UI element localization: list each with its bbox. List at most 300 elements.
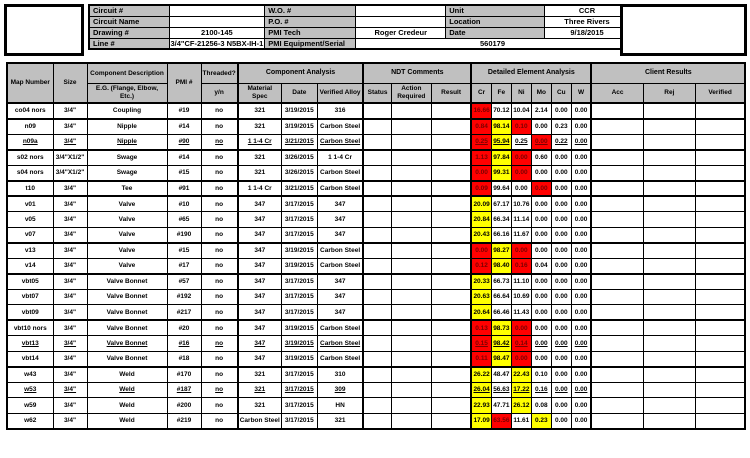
cell-fe: 98.73 xyxy=(491,320,511,336)
cell-cr: 26.04 xyxy=(471,382,491,398)
cell-fe: 98.27 xyxy=(491,243,511,259)
cell-rej xyxy=(643,413,695,429)
cell-status xyxy=(363,212,391,228)
cell-mo: 0.00 xyxy=(531,196,551,212)
cell-rej xyxy=(643,382,695,398)
cell-acc xyxy=(591,367,643,383)
cell-alloy: HN xyxy=(317,398,363,414)
cell-cr: 20.33 xyxy=(471,274,491,290)
cell-action xyxy=(391,243,431,259)
cell-cu: 0.00 xyxy=(551,212,571,228)
cell-result xyxy=(431,258,471,274)
cell-cu: 0.00 xyxy=(551,289,571,305)
cell-map: vbt13 xyxy=(7,336,53,352)
cell-verified xyxy=(695,336,745,352)
cell-size: 3/4" xyxy=(53,258,87,274)
cell-map: vbt05 xyxy=(7,274,53,290)
cell-spec: 1 1-4 Cr xyxy=(238,134,282,150)
cell-status xyxy=(363,289,391,305)
table-row xyxy=(7,413,745,429)
cell-mo: 0.00 xyxy=(531,243,551,259)
circuit-label: Circuit # xyxy=(89,5,169,16)
cell-spec: 347 xyxy=(238,289,282,305)
cell-w: 0.00 xyxy=(571,212,591,228)
cell-acc xyxy=(591,243,643,259)
cell-threaded: no xyxy=(201,227,238,243)
cell-date: 3/21/2015 xyxy=(281,134,317,150)
cell-verified xyxy=(695,181,745,197)
cell-date: 3/19/2015 xyxy=(281,119,317,135)
cell-map: n09a xyxy=(7,134,53,150)
cell-threaded: no xyxy=(201,320,238,336)
cell-action xyxy=(391,181,431,197)
cell-alloy: Carbon Steel xyxy=(317,134,363,150)
cell-fe: 67.17 xyxy=(491,196,511,212)
col-header-action-required: Action Required xyxy=(391,83,431,103)
cell-fe: 95.94 xyxy=(491,134,511,150)
pmi-equipment-value: 560179 xyxy=(356,38,630,49)
cell-rej xyxy=(643,351,695,367)
cell-status xyxy=(363,258,391,274)
location-value: Three Rivers xyxy=(545,16,630,27)
cell-threaded: no xyxy=(201,413,238,429)
cell-mo: 2.14 xyxy=(531,103,551,119)
cell-w: 0.00 xyxy=(571,103,591,119)
cell-result xyxy=(431,196,471,212)
cell-map: vbt10 nors xyxy=(7,320,53,336)
cell-acc xyxy=(591,196,643,212)
cell-fe: 97.84 xyxy=(491,150,511,166)
cell-ni: 11.61 xyxy=(511,413,531,429)
cell-ni: 26.12 xyxy=(511,398,531,414)
cell-rej xyxy=(643,320,695,336)
cell-result xyxy=(431,119,471,135)
cell-verified xyxy=(695,289,745,305)
col-subheader-yn: y/n xyxy=(201,83,238,103)
cell-result xyxy=(431,134,471,150)
cell-ni: 22.43 xyxy=(511,367,531,383)
cell-cu: 0.22 xyxy=(551,134,571,150)
cell-fe: 99.31 xyxy=(491,165,511,181)
cell-mo: 0.04 xyxy=(531,258,551,274)
cell-status xyxy=(363,227,391,243)
cell-threaded: no xyxy=(201,398,238,414)
cell-rej xyxy=(643,165,695,181)
cell-acc xyxy=(591,274,643,290)
cell-pmi: #19 xyxy=(167,103,201,119)
cell-fe: 98.14 xyxy=(491,119,511,135)
cell-cr: 20.84 xyxy=(471,212,491,228)
cell-alloy: 309 xyxy=(317,382,363,398)
cell-result xyxy=(431,165,471,181)
cell-acc xyxy=(591,336,643,352)
circuit-name-value xyxy=(169,16,265,27)
col-header-verified-alloy: Verified Alloy xyxy=(317,83,363,103)
cell-rej xyxy=(643,150,695,166)
cell-result xyxy=(431,227,471,243)
cell-result xyxy=(431,305,471,321)
cell-w: 0.00 xyxy=(571,150,591,166)
location-label: Location xyxy=(446,16,545,27)
unit-value: CCR xyxy=(545,5,630,16)
cell-date: 3/19/2015 xyxy=(281,320,317,336)
cell-desc: Valve Bonnet xyxy=(87,274,167,290)
cell-ni: 0.00 xyxy=(511,181,531,197)
pmi-data-table xyxy=(6,62,746,430)
cell-ni: 0.00 xyxy=(511,243,531,259)
cell-w: 0.00 xyxy=(571,367,591,383)
cell-threaded: no xyxy=(201,196,238,212)
cell-spec: 321 xyxy=(238,382,282,398)
cell-w: 0.00 xyxy=(571,305,591,321)
cell-cu: 0.00 xyxy=(551,336,571,352)
cell-cu: 0.00 xyxy=(551,181,571,197)
cell-rej xyxy=(643,103,695,119)
group-header-client-results: Client Results xyxy=(591,63,745,83)
cell-cu: 0.00 xyxy=(551,103,571,119)
cell-threaded: no xyxy=(201,212,238,228)
cell-alloy: Carbon Steel xyxy=(317,336,363,352)
table-row xyxy=(7,119,745,135)
cell-pmi: #17 xyxy=(167,258,201,274)
cell-fe: 48.47 xyxy=(491,367,511,383)
cell-threaded: no xyxy=(201,336,238,352)
cell-ni: 17.22 xyxy=(511,382,531,398)
cell-date: 3/17/2015 xyxy=(281,413,317,429)
cell-mo: 0.00 xyxy=(531,351,551,367)
cell-result xyxy=(431,150,471,166)
cell-cr: 20.09 xyxy=(471,196,491,212)
cell-desc: Valve xyxy=(87,212,167,228)
cell-ni: 10.69 xyxy=(511,289,531,305)
cell-cr: 0.09 xyxy=(471,181,491,197)
cell-pmi: #91 xyxy=(167,181,201,197)
cell-pmi: #200 xyxy=(167,398,201,414)
cell-date: 3/17/2015 xyxy=(281,398,317,414)
cell-cu: 0.00 xyxy=(551,382,571,398)
cell-map: s04 nors xyxy=(7,165,53,181)
cell-alloy: 347 xyxy=(317,289,363,305)
cell-verified xyxy=(695,119,745,135)
cell-cr: 0.15 xyxy=(471,336,491,352)
col-header-cr: Cr xyxy=(471,83,491,103)
cell-spec: 1 1-4 Cr xyxy=(238,181,282,197)
cell-fe: 56.63 xyxy=(491,382,511,398)
cell-verified xyxy=(695,165,745,181)
cell-mo: 0.00 xyxy=(531,289,551,305)
cell-spec: 321 xyxy=(238,150,282,166)
cell-pmi: #65 xyxy=(167,212,201,228)
cell-w: 0.00 xyxy=(571,243,591,259)
line-value: 3/4"CF-21256-3 N5BX-IH-1 xyxy=(170,38,264,48)
cell-mo: 0.23 xyxy=(531,413,551,429)
cell-pmi: #15 xyxy=(167,165,201,181)
cell-rej xyxy=(643,258,695,274)
cell-action xyxy=(391,134,431,150)
cell-fe: 66.64 xyxy=(491,289,511,305)
po-value xyxy=(356,16,446,27)
col-header-cu: Cu xyxy=(551,83,571,103)
cell-desc: Swage xyxy=(87,165,167,181)
cell-threaded: no xyxy=(201,165,238,181)
cell-action xyxy=(391,382,431,398)
cell-fe: 70.12 xyxy=(491,103,511,119)
cell-result xyxy=(431,103,471,119)
cell-w: 0.00 xyxy=(571,320,591,336)
cell-spec: 321 xyxy=(238,119,282,135)
col-header-verified: Verified xyxy=(695,83,745,103)
line-label: Line # xyxy=(89,38,169,49)
cell-threaded: no xyxy=(201,119,238,135)
cell-map: w62 xyxy=(7,413,53,429)
cell-map: w43 xyxy=(7,367,53,383)
cell-cr: 0.00 xyxy=(471,243,491,259)
cell-alloy: 347 xyxy=(317,305,363,321)
cell-pmi: #16 xyxy=(167,336,201,352)
cell-cu: 0.00 xyxy=(551,227,571,243)
cell-status xyxy=(363,103,391,119)
cell-verified xyxy=(695,351,745,367)
wo-label: W.O. # xyxy=(265,5,356,16)
table-row xyxy=(7,274,745,290)
cell-threaded: no xyxy=(201,258,238,274)
cell-w: 0.00 xyxy=(571,336,591,352)
cell-cr: 1.13 xyxy=(471,150,491,166)
cell-w: 0.00 xyxy=(571,181,591,197)
table-row xyxy=(7,398,745,414)
cell-cr: 0.25 xyxy=(471,134,491,150)
cell-date: 3/19/2015 xyxy=(281,103,317,119)
cell-map: co04 nors xyxy=(7,103,53,119)
cell-desc: Valve xyxy=(87,196,167,212)
cell-pmi: #217 xyxy=(167,305,201,321)
cell-result xyxy=(431,367,471,383)
cell-alloy: 347 xyxy=(317,212,363,228)
cell-cr: 16.66 xyxy=(471,103,491,119)
cell-threaded: no xyxy=(201,274,238,290)
cell-alloy: 347 xyxy=(317,274,363,290)
col-header-acc: Acc xyxy=(591,83,643,103)
cell-cr: 20.43 xyxy=(471,227,491,243)
cell-fe: 66.46 xyxy=(491,305,511,321)
cell-map: w53 xyxy=(7,382,53,398)
cell-cu: 0.00 xyxy=(551,367,571,383)
cell-pmi: #170 xyxy=(167,367,201,383)
cell-map: v05 xyxy=(7,212,53,228)
cell-verified xyxy=(695,398,745,414)
cell-map: v07 xyxy=(7,227,53,243)
cell-verified xyxy=(695,274,745,290)
cell-alloy: 321 xyxy=(317,413,363,429)
cell-mo: 0.00 xyxy=(531,134,551,150)
cell-size: 3/4" xyxy=(53,103,87,119)
cell-rej xyxy=(643,196,695,212)
cell-desc: Valve xyxy=(87,243,167,259)
cell-size: 3/4" xyxy=(53,367,87,383)
cell-action xyxy=(391,212,431,228)
cell-pmi: #14 xyxy=(167,150,201,166)
table-row xyxy=(7,351,745,367)
cell-ni: 0.16 xyxy=(511,258,531,274)
cell-spec: 347 xyxy=(238,212,282,228)
cell-size: 3/4" xyxy=(53,289,87,305)
cell-alloy: 1 1-4 Cr xyxy=(317,150,363,166)
cell-alloy: 310 xyxy=(317,367,363,383)
cell-spec: Carbon Steel xyxy=(238,413,282,429)
col-header-fe: Fe xyxy=(491,83,511,103)
cell-w: 0.00 xyxy=(571,134,591,150)
cell-cu: 0.00 xyxy=(551,320,571,336)
col-header-mo: Mo xyxy=(531,83,551,103)
cell-action xyxy=(391,413,431,429)
cell-pmi: #18 xyxy=(167,351,201,367)
cell-acc xyxy=(591,150,643,166)
col-header-result: Result xyxy=(431,83,471,103)
cell-size: 3/4" xyxy=(53,212,87,228)
cell-desc: Weld xyxy=(87,382,167,398)
cell-acc xyxy=(591,305,643,321)
cell-size: 3/4" xyxy=(53,243,87,259)
cell-desc: Valve Bonnet xyxy=(87,336,167,352)
cell-rej xyxy=(643,289,695,305)
cell-date: 3/17/2015 xyxy=(281,227,317,243)
cell-cu: 0.00 xyxy=(551,398,571,414)
cell-verified xyxy=(695,212,745,228)
cell-size: 3/4" xyxy=(53,351,87,367)
cell-cr: 17.09 xyxy=(471,413,491,429)
cell-ni: 0.14 xyxy=(511,336,531,352)
cell-action xyxy=(391,351,431,367)
cell-map: vbt07 xyxy=(7,289,53,305)
cell-rej xyxy=(643,134,695,150)
cell-spec: 347 xyxy=(238,243,282,259)
cell-fe: 98.47 xyxy=(491,351,511,367)
cell-size: 3/4" xyxy=(53,134,87,150)
cell-verified xyxy=(695,103,745,119)
cell-map: v13 xyxy=(7,243,53,259)
cell-verified xyxy=(695,258,745,274)
col-header-ni: Ni xyxy=(511,83,531,103)
cell-spec: 347 xyxy=(238,305,282,321)
cell-alloy: 316 xyxy=(317,103,363,119)
cell-action xyxy=(391,165,431,181)
col-header-material-spec: Material Spec xyxy=(238,83,282,103)
col-header-rej: Rej xyxy=(643,83,695,103)
cell-verified xyxy=(695,413,745,429)
cell-threaded: no xyxy=(201,134,238,150)
cell-acc xyxy=(591,165,643,181)
cell-ni: 0.25 xyxy=(511,134,531,150)
table-row xyxy=(7,150,745,166)
cell-action xyxy=(391,258,431,274)
cell-desc: Weld xyxy=(87,413,167,429)
cell-rej xyxy=(643,119,695,135)
cell-alloy: 347 xyxy=(317,196,363,212)
cell-action xyxy=(391,227,431,243)
table-row xyxy=(7,382,745,398)
cell-cr: 20.64 xyxy=(471,305,491,321)
cell-status xyxy=(363,320,391,336)
cell-verified xyxy=(695,134,745,150)
cell-cu: 0.00 xyxy=(551,258,571,274)
cell-threaded: no xyxy=(201,181,238,197)
cell-verified xyxy=(695,196,745,212)
cell-acc xyxy=(591,181,643,197)
cell-spec: 321 xyxy=(238,367,282,383)
cell-rej xyxy=(643,227,695,243)
col-header-component-description: Component Description xyxy=(87,63,167,83)
cell-result xyxy=(431,398,471,414)
cell-status xyxy=(363,134,391,150)
cell-pmi: #20 xyxy=(167,320,201,336)
cell-mo: 0.00 xyxy=(531,212,551,228)
cell-status xyxy=(363,196,391,212)
cell-w: 0.00 xyxy=(571,258,591,274)
drawing-value: 2100-145 xyxy=(169,27,265,38)
col-header-date: Date xyxy=(281,83,317,103)
cell-fe: 63.56 xyxy=(491,413,511,429)
col-header-w: W xyxy=(571,83,591,103)
cell-action xyxy=(391,274,431,290)
cell-spec: 347 xyxy=(238,196,282,212)
cell-status xyxy=(363,398,391,414)
cell-size: 3/4" xyxy=(53,320,87,336)
table-row xyxy=(7,134,745,150)
cell-status xyxy=(363,351,391,367)
cell-w: 0.00 xyxy=(571,196,591,212)
cell-mo: 0.08 xyxy=(531,398,551,414)
cell-rej xyxy=(643,243,695,259)
cell-rej xyxy=(643,212,695,228)
circuit-value xyxy=(169,5,265,16)
date-label: Date xyxy=(446,27,545,38)
cell-w: 0.00 xyxy=(571,382,591,398)
cell-pmi: #187 xyxy=(167,382,201,398)
cell-date: 3/17/2015 xyxy=(281,274,317,290)
po-label: P.O. # xyxy=(265,16,356,27)
cell-cr: 0.00 xyxy=(471,165,491,181)
cell-spec: 347 xyxy=(238,336,282,352)
cell-date: 3/17/2015 xyxy=(281,196,317,212)
cell-w: 0.00 xyxy=(571,413,591,429)
table-row xyxy=(7,336,745,352)
pmi-table-body xyxy=(7,103,745,429)
cell-desc: Valve Bonnet xyxy=(87,305,167,321)
cell-cr: 0.13 xyxy=(471,320,491,336)
cell-cu: 0.23 xyxy=(551,119,571,135)
table-row xyxy=(7,289,745,305)
cell-date: 3/17/2015 xyxy=(281,305,317,321)
cell-rej xyxy=(643,336,695,352)
cell-map: v01 xyxy=(7,196,53,212)
cell-cu: 0.00 xyxy=(551,243,571,259)
cell-status xyxy=(363,305,391,321)
cell-cu: 0.00 xyxy=(551,150,571,166)
cell-rej xyxy=(643,305,695,321)
cell-pmi: #190 xyxy=(167,227,201,243)
cell-alloy: Carbon Steel xyxy=(317,165,363,181)
cell-result xyxy=(431,336,471,352)
cell-alloy: Carbon Steel xyxy=(317,320,363,336)
cell-mo: 0.16 xyxy=(531,382,551,398)
cell-mo: 0.00 xyxy=(531,227,551,243)
cell-action xyxy=(391,305,431,321)
cell-date: 3/17/2015 xyxy=(281,382,317,398)
cell-w: 0.00 xyxy=(571,165,591,181)
cell-status xyxy=(363,165,391,181)
cell-date: 3/17/2015 xyxy=(281,212,317,228)
table-row xyxy=(7,227,745,243)
